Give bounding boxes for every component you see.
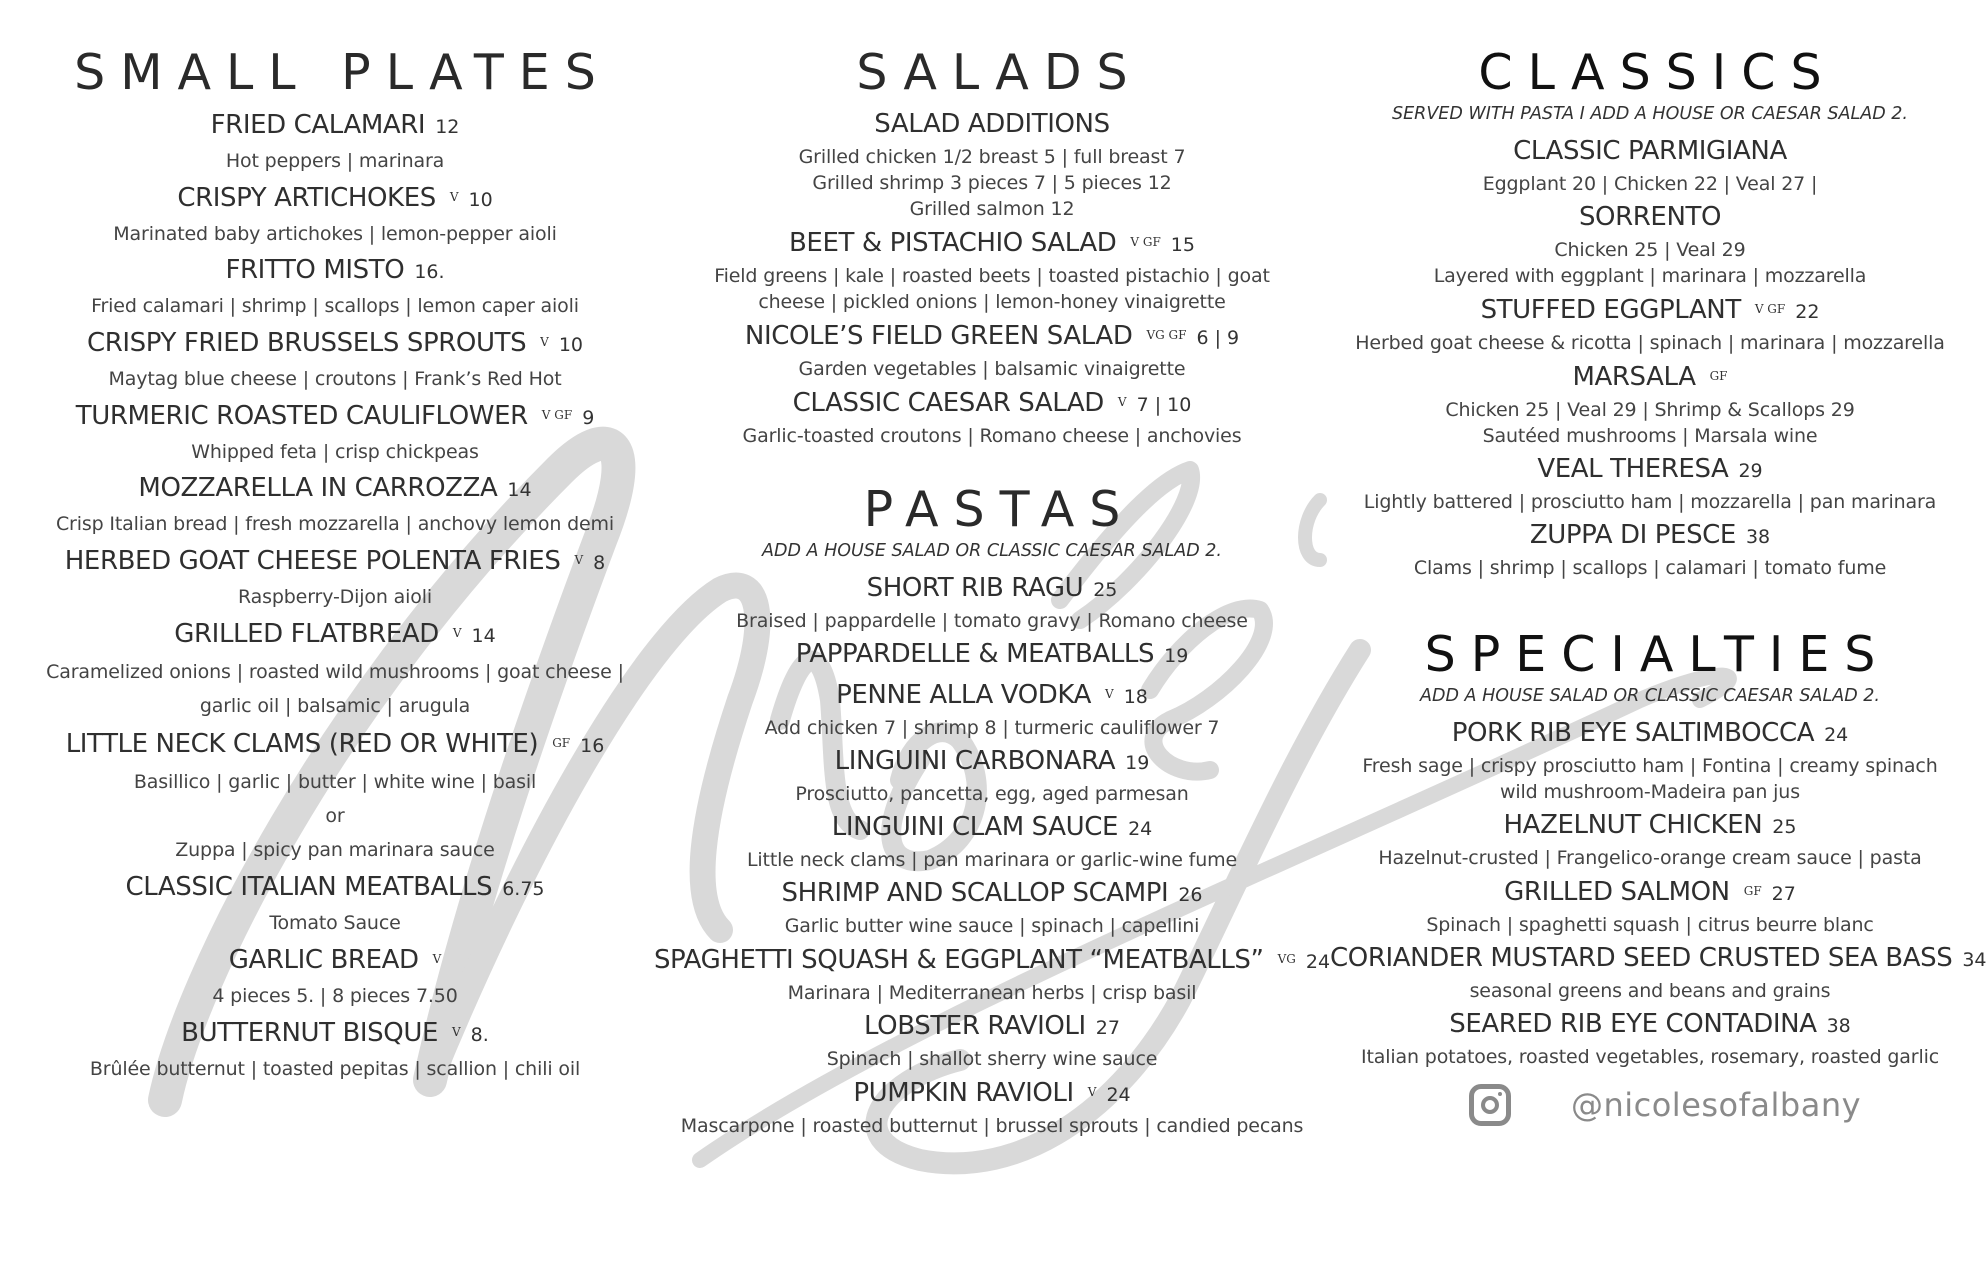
menu-item-header — [1330, 452, 1970, 489]
menu-item-name: CORIANDER MUSTARD SEED CRUSTED SEA BASS — [1330, 943, 1953, 973]
menu-item-price: 18 — [1123, 686, 1148, 708]
section-title-small-plates: SMALL PLATES — [74, 44, 611, 101]
menu-item-header — [652, 385, 1332, 423]
menu-item-header — [652, 876, 1332, 913]
menu-item-name: PUMPKIN RAVIOLI — [853, 1078, 1074, 1108]
menu-item — [1330, 808, 1970, 871]
menu-item-description: Spinach | shallot sherry wine sauce — [826, 1048, 1158, 1070]
menu-item-header — [1330, 716, 1970, 753]
menu-item-header — [15, 869, 655, 908]
menu-item-diet-tag: V — [540, 335, 549, 349]
menu-item-description: 4 pieces 5. | 8 pieces 7.50 — [212, 985, 458, 1007]
menu-item-price: 38 — [1745, 526, 1771, 548]
menu-item-header — [15, 542, 655, 582]
menu-item-header — [652, 1075, 1332, 1113]
menu-item-description: Garlic butter wine sauce | spinach | capellini — [784, 915, 1200, 937]
menu-item-description: Raspberry-Dijon aioli — [237, 586, 433, 608]
menu-item — [1330, 452, 1970, 515]
classics-note: SERVED WITH PASTA I ADD A HOUSE OR CAESAR SALAD 2. — [1392, 104, 1908, 124]
menu-item-diet-tag: V — [574, 553, 584, 567]
menu-item-name: CLASSIC ITALIAN MEATBALLS — [125, 872, 493, 902]
menu-item-diet-tag: VG — [1277, 952, 1296, 966]
menu-item-name: FRITTO MISTO — [225, 255, 405, 285]
menu-item-description: Spinach | spaghetti squash | citrus beurre blanc — [1426, 914, 1874, 936]
menu-item-diet-tag: V — [1105, 687, 1114, 701]
menu-item-name: ZUPPA DI PESCE — [1529, 520, 1736, 550]
menu-item-price: 27 — [1095, 1017, 1120, 1039]
menu-item-header — [15, 615, 655, 655]
menu-item — [1330, 941, 1987, 1004]
menu-item-diet-tag: V GF — [1754, 302, 1786, 316]
menu-item-header — [1330, 874, 1970, 912]
menu-item-price: 16. — [414, 261, 445, 283]
menu-item-header — [15, 470, 655, 509]
menu-item-header — [1330, 1007, 1970, 1044]
menu-item-name: GARLIC BREAD — [228, 945, 419, 975]
instagram-icon[interactable] — [1469, 1084, 1511, 1126]
menu-item-diet-tag: V — [1117, 395, 1127, 409]
specialties-list — [1330, 716, 1987, 1070]
menu-item-description: Fried calamari | shrimp | scallops | lemon caper aioli — [91, 295, 579, 317]
menu-item — [652, 1075, 1332, 1139]
menu-item — [652, 637, 1332, 674]
menu-item — [652, 571, 1332, 634]
menu-item — [15, 179, 655, 250]
menu-item-price: 24 — [1128, 818, 1153, 840]
section-title-classics: CLASSICS — [1478, 44, 1837, 101]
menu-item-diet-tag: GF — [1709, 369, 1728, 383]
menu-item-description: Marinara | Mediterranean herbs | crisp basil — [787, 982, 1197, 1004]
menu-item — [15, 1014, 655, 1085]
menu-item-price: 6.75 — [502, 878, 545, 900]
menu-item-header — [15, 179, 655, 219]
menu-item-diet-tag: V — [1087, 1085, 1097, 1099]
menu-item-description: Grilled salmon 12 — [909, 198, 1075, 220]
menu-item-header — [15, 252, 655, 291]
menu-item-name: SEARED RIB EYE CONTADINA — [1449, 1009, 1817, 1039]
menu-item-price: 25 — [1772, 816, 1797, 838]
menu-item-name: SHRIMP AND SCALLOP SCAMPI — [781, 878, 1169, 908]
menu-item-name: SORRENTO — [1578, 202, 1722, 232]
menu-item-name: LINGUINI CLAM SAUCE — [831, 812, 1119, 842]
menu-item — [15, 542, 655, 613]
menu-item-diet-tag: V — [432, 952, 442, 966]
menu-item-header — [1330, 200, 1970, 237]
menu-item-name: HERBED GOAT CHEESE POLENTA FRIES — [64, 546, 561, 576]
menu-item-description: Herbed goat cheese & ricotta | spinach | marinara | mozzarella — [1355, 332, 1945, 354]
menu-item-header — [1330, 808, 1970, 845]
menu-item-price: 19 — [1125, 752, 1150, 774]
menu-item — [15, 869, 655, 939]
menu-item — [652, 107, 1332, 222]
menu-item-name: STUFFED EGGPLANT — [1480, 295, 1741, 325]
menu-item-description: Marinated baby artichokes | lemon-pepper aioli — [113, 223, 557, 245]
menu-item-header — [15, 107, 655, 146]
menu-item-diet-tag: V GF — [1130, 235, 1161, 249]
menu-item-description: Eggplant 20 | Chicken 22 | Veal 27 | — [1482, 173, 1818, 195]
menu-item-diet-tag: V GF — [541, 408, 573, 422]
menu-item — [15, 615, 655, 723]
menu-item-price: 19 — [1164, 645, 1189, 667]
menu-item — [15, 324, 655, 395]
section-title-specialties: SPECIALTIES — [1424, 626, 1891, 683]
menu-item-price: 6 | 9 — [1196, 327, 1240, 349]
menu-item — [1330, 874, 1970, 938]
menu-item-description: Brûlée butternut | toasted pepitas | scallion | chili oil — [89, 1058, 581, 1080]
menu-item — [15, 107, 655, 177]
menu-item-name: PENNE ALLA VODKA — [836, 680, 1092, 710]
menu-item-description: Garden vegetables | balsamic vinaigrette — [798, 358, 1186, 380]
menu-item-header — [652, 942, 1332, 980]
menu-item-description: Grilled shrimp 3 pieces 7 | 5 pieces 12 — [812, 172, 1172, 194]
menu-item — [652, 385, 1332, 449]
specialties-note: ADD A HOUSE SALAD OR CLASSIC CAESAR SALAD 2. — [1420, 686, 1880, 706]
menu-item-header — [652, 1009, 1332, 1046]
section-title-salads: SALADS — [856, 44, 1143, 101]
menu-item-price: 8. — [470, 1024, 489, 1046]
menu-item-description: seasonal greens and beans and grains — [1469, 980, 1831, 1002]
menu-item — [15, 470, 655, 540]
menu-item-price: 10 — [468, 189, 493, 211]
menu-item — [15, 725, 655, 867]
menu-item-name: BUTTERNUT BISQUE — [181, 1018, 438, 1048]
menu-item-name: MARSALA — [1572, 362, 1696, 392]
menu-item-header — [652, 744, 1332, 781]
menu-item-header — [15, 397, 655, 437]
menu-item-description: Zuppa | spicy pan marinara sauce — [175, 839, 495, 861]
menu-item — [652, 744, 1332, 807]
salads-list — [652, 107, 1332, 449]
menu-item-description: Little neck clams | pan marinara or garlic-wine fume — [746, 849, 1238, 871]
menu-item-description: Caramelized onions | roasted wild mushrooms | goat cheese | — [46, 661, 624, 683]
menu-item-header — [652, 637, 1332, 674]
menu-item-diet-tag: V — [452, 626, 462, 640]
menu-item-description: Hot peppers | marinara — [225, 150, 445, 172]
menu-item-price: 10 — [558, 334, 584, 356]
menu-item — [15, 397, 655, 468]
menu-item-header — [1330, 941, 1987, 978]
menu-item-price: 9 — [582, 407, 595, 429]
menu-item-description: Lightly battered | prosciutto ham | mozzarella | pan marinara — [1363, 491, 1937, 513]
menu-item — [1330, 134, 1970, 197]
menu-item-description: or — [325, 805, 345, 827]
menu-item-description: Mascarpone | roasted butternut | brussel sprouts | candied pecans — [680, 1115, 1304, 1137]
instagram-handle[interactable]: @nicolesofalbany — [1570, 1086, 1862, 1124]
menu-item-price: 7 | 10 — [1136, 394, 1192, 416]
menu-item-name: SHORT RIB RAGU — [866, 573, 1084, 603]
menu-item-name: BEET & PISTACHIO SALAD — [789, 228, 1117, 258]
menu-item-header — [652, 318, 1332, 356]
menu-item-description: Layered with eggplant | marinara | mozzarella — [1433, 265, 1867, 287]
menu-item — [652, 810, 1332, 873]
menu-item-header — [652, 810, 1332, 847]
menu-item-description: Basillico | garlic | butter | white wine | basil — [133, 771, 537, 793]
menu-item-description: garlic oil | balsamic | arugula — [199, 695, 471, 717]
menu-item-price: 24 — [1824, 724, 1849, 746]
menu-item-header — [652, 225, 1332, 263]
menu-item-description: Chicken 25 | Veal 29 — [1554, 239, 1746, 261]
menu-item-diet-tag: GF — [552, 736, 571, 750]
pastas-note: ADD A HOUSE SALAD OR CLASSIC CAESAR SALAD 2. — [762, 541, 1222, 561]
menu-item-description: Clams | shrimp | scallops | calamari | tomato fume — [1413, 557, 1887, 579]
menu-item — [1330, 716, 1970, 805]
menu-item-price: 26 — [1178, 884, 1203, 906]
menu-item-name: LINGUINI CARBONARA — [834, 746, 1116, 776]
menu-item-header — [1330, 134, 1970, 171]
menu-item — [652, 1009, 1332, 1072]
menu-item-price: 14 — [507, 479, 532, 501]
menu-item-description: Hazelnut-crusted | Frangelico-orange cream sauce | pasta — [1378, 847, 1922, 869]
menu-item-price: 34 — [1962, 949, 1987, 971]
menu-item — [15, 252, 655, 322]
menu-item-name: LITTLE NECK CLAMS (RED OR WHITE) — [65, 729, 539, 759]
menu-item-header — [15, 941, 655, 981]
column-salads-pastas — [652, 44, 1332, 1142]
menu-item-description: Add chicken 7 | shrimp 8 | turmeric cauliflower 7 — [764, 717, 1220, 739]
menu-item-diet-tag: VG GF — [1146, 328, 1187, 342]
pastas-list — [652, 571, 1332, 1139]
menu-item — [1330, 1007, 1970, 1070]
menu-item-description: Braised | pappardelle | tomato gravy | Romano cheese — [736, 610, 1248, 632]
menu-item-price: 25 — [1093, 579, 1118, 601]
menu-item-name: TURMERIC ROASTED CAULIFLOWER — [75, 401, 528, 431]
menu-item — [652, 942, 1332, 1006]
menu-item-description: Field greens | kale | roasted beets | toasted pistachio | goat — [714, 265, 1270, 287]
menu-item-price: 38 — [1826, 1015, 1851, 1037]
menu-item-name: CRISPY FRIED BRUSSELS SPROUTS — [86, 328, 527, 358]
menu-item-name: LOBSTER RAVIOLI — [864, 1011, 1086, 1041]
menu-item-name: GRILLED FLATBREAD — [174, 619, 439, 649]
menu-item-name: HAZELNUT CHICKEN — [1503, 810, 1763, 840]
menu-item — [1330, 518, 1970, 581]
menu-item-description: Chicken 25 | Veal 29 | Shrimp & Scallops 29 — [1445, 399, 1855, 421]
menu-item-description: Grilled chicken 1/2 breast 5 | full breast 7 — [798, 146, 1186, 168]
menu-item-name: MOZZARELLA IN CARROZZA — [138, 473, 498, 503]
menu-item-price: 15 — [1170, 234, 1195, 256]
menu-item — [1330, 359, 1970, 449]
menu-item — [652, 876, 1332, 939]
menu-item-description: Sautéed mushrooms | Marsala wine — [1482, 425, 1818, 447]
menu-item-description: Tomato Sauce — [269, 912, 401, 934]
menu-item-description: cheese | pickled onions | lemon-honey vinaigrette — [758, 291, 1226, 313]
menu-item-description: Fresh sage | crispy prosciutto ham | Fontina | creamy spinach — [1362, 755, 1938, 777]
column-small-plates — [15, 44, 655, 1087]
menu-item-price: 22 — [1795, 301, 1820, 323]
menu-item-header — [15, 1014, 655, 1054]
menu-item-name: CLASSIC CAESAR SALAD — [792, 388, 1104, 418]
menu-item-price: 24 — [1305, 951, 1331, 973]
menu-item — [1330, 200, 1970, 289]
menu-item-name: SALAD ADDITIONS — [874, 109, 1110, 139]
menu-item-price: 16 — [580, 735, 605, 757]
column-classics-specialties — [1330, 44, 1987, 1126]
menu-item-name: GRILLED SALMON — [1504, 877, 1730, 907]
menu-item-header — [1330, 292, 1970, 330]
menu-item-name: VEAL THERESA — [1537, 454, 1729, 484]
menu-item-price: 14 — [471, 625, 496, 647]
menu-item-header — [15, 725, 655, 765]
menu-item-header — [1330, 359, 1970, 397]
menu-item-description: Prosciutto, pancetta, egg, aged parmesan — [795, 783, 1189, 805]
menu-item-description: Crisp Italian bread | fresh mozzarella | anchovy lemon demi — [55, 513, 615, 535]
menu-item-price: 29 — [1738, 460, 1763, 482]
menu-item-name: NICOLE’S FIELD GREEN SALAD — [744, 321, 1133, 351]
menu-item — [15, 941, 655, 1012]
menu-item-header — [1330, 518, 1970, 555]
menu-item-price: 24 — [1106, 1084, 1131, 1106]
menu-item-description: Whipped feta | crisp chickpeas — [191, 441, 479, 463]
menu-item-diet-tag: V — [449, 190, 459, 204]
menu-item — [652, 318, 1332, 382]
menu-item-price: 27 — [1771, 883, 1796, 905]
menu-item-name: PAPPARDELLE & MEATBALLS — [795, 639, 1155, 669]
menu-item-header — [652, 107, 1332, 144]
classics-list — [1330, 134, 1970, 581]
menu-item-header — [652, 677, 1332, 715]
menu-item-name: CRISPY ARTICHOKES — [177, 183, 436, 213]
menu-item-header — [15, 324, 655, 364]
menu-item-name: CLASSIC PARMIGIANA — [1513, 136, 1787, 166]
menu-item-header — [652, 571, 1332, 608]
menu-item-description: Italian potatoes, roasted vegetables, rosemary, roasted garlic — [1361, 1046, 1939, 1068]
menu-item-name: FRIED CALAMARI — [210, 110, 426, 140]
small-plates-list — [15, 107, 655, 1085]
menu-item-diet-tag: GF — [1743, 884, 1762, 898]
menu-item-description: wild mushroom-Madeira pan jus — [1500, 781, 1800, 803]
menu-item — [1330, 292, 1970, 356]
menu-item — [652, 225, 1332, 315]
section-title-pastas: PASTAS — [863, 481, 1136, 538]
menu-item-description: Garlic-toasted croutons | Romano cheese | anchovies — [742, 425, 1242, 447]
menu-item-description: Maytag blue cheese | croutons | Frank’s Red Hot — [108, 368, 562, 390]
menu-item-price: 12 — [435, 116, 460, 138]
social-footer — [1330, 1084, 1970, 1126]
menu-item-name: SPAGHETTI SQUASH & EGGPLANT “MEATBALLS” — [653, 945, 1264, 975]
menu-item — [652, 677, 1332, 741]
menu-item-price: 8 — [593, 552, 606, 574]
menu-item-name: PORK RIB EYE SALTIMBOCCA — [1451, 718, 1815, 748]
menu-item-diet-tag: V — [452, 1025, 461, 1039]
